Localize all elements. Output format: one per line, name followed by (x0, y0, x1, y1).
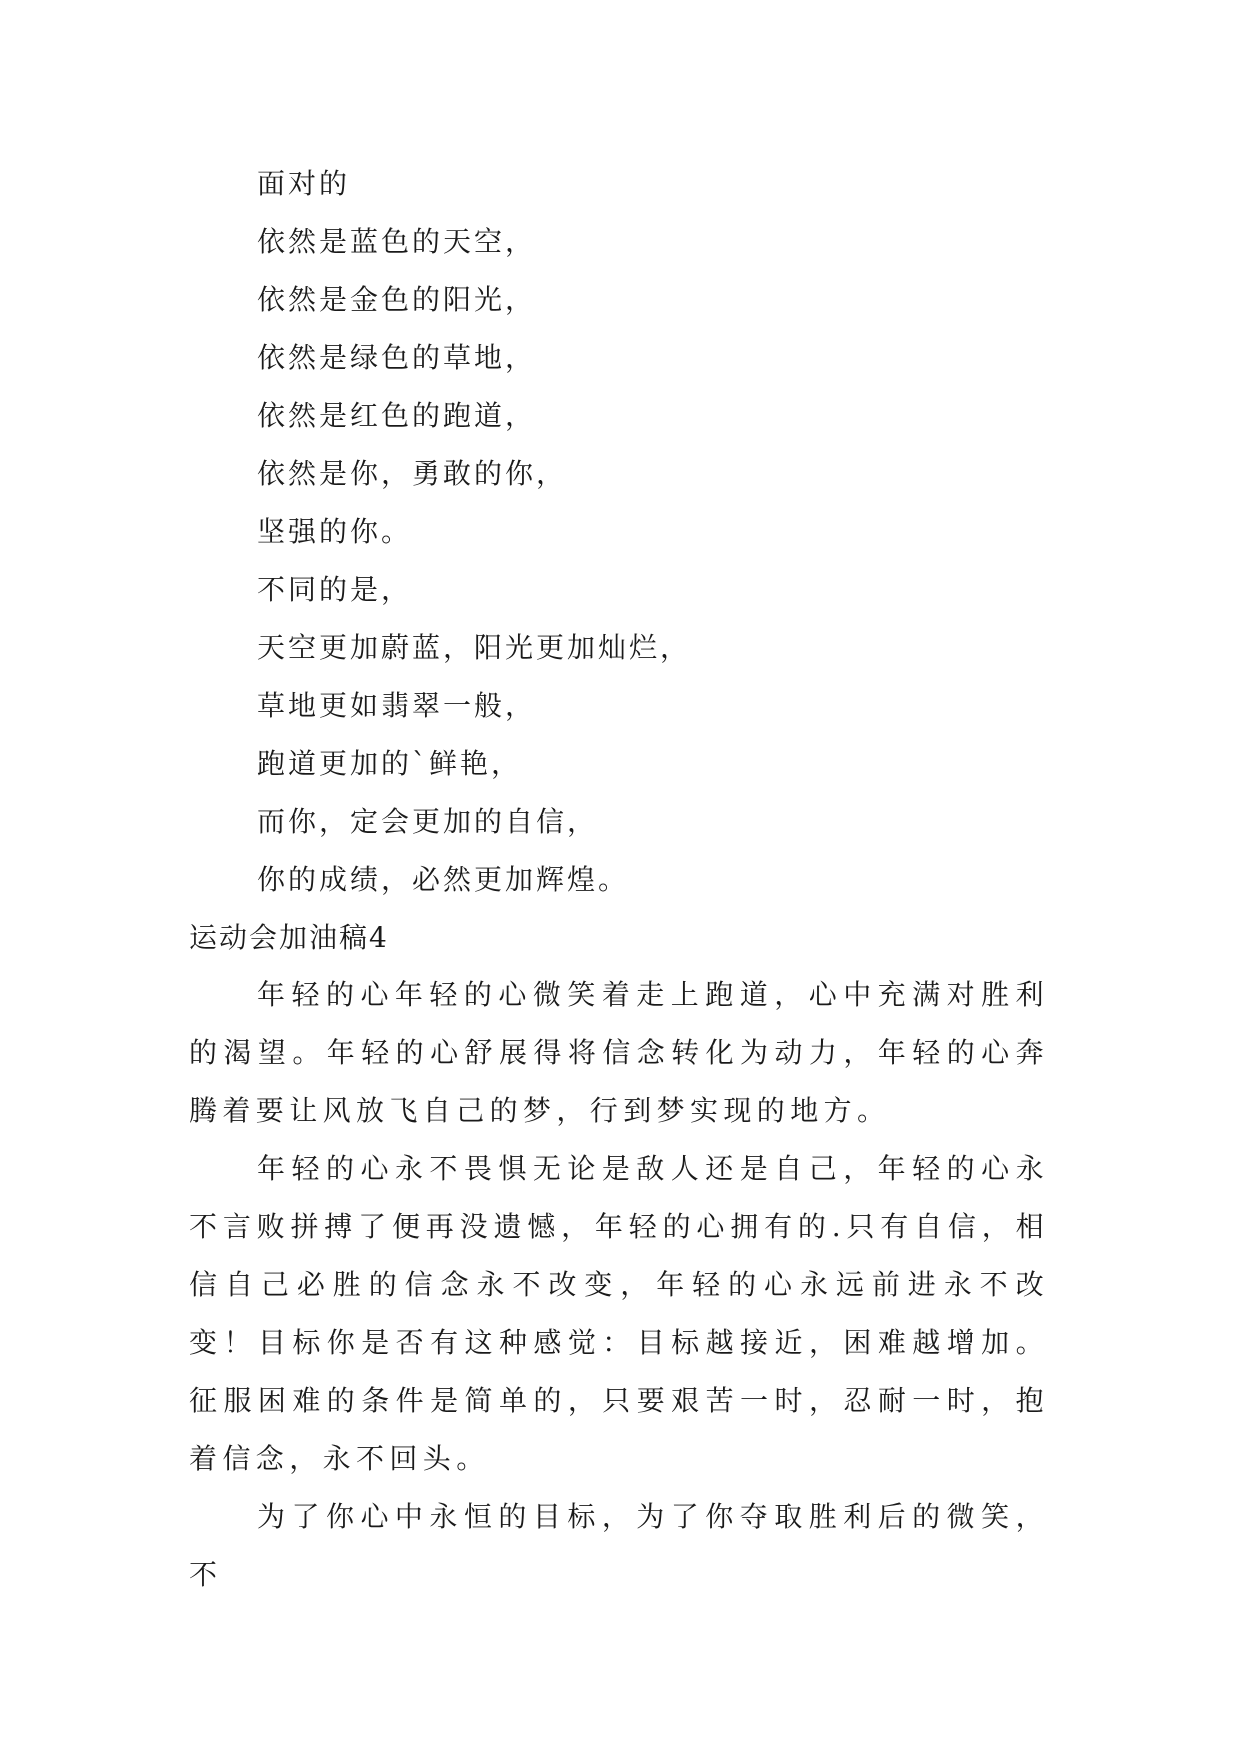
poem-line: 依然是蓝色的天空， (257, 225, 537, 258)
poem-line: 草地更如翡翠一般， (257, 689, 537, 722)
poem-line: 而你，定会更加的自信， (257, 805, 599, 838)
poem-line: 坚强的你。 (257, 515, 413, 548)
poem-line: 不同的是， (257, 573, 413, 606)
poem-line: 面对的 (257, 167, 351, 200)
paragraph: 为了你心中永恒的目标，为了你夺取胜利后的微笑，不 (189, 1500, 1049, 1591)
paragraph: 年轻的心永不畏惧无论是敌人还是自己，年轻的心永不言败拼搏了便再没遗憾，年轻的心拥有的.只有自信，相信自己必胜的信念永不改变，年轻的心永远前进永不改变！目标你是否有这种感觉：目标越接近，困难越增加。征服困难的条件是简单的，只要艰苦一时，忍耐一时，抱着信念，永不回头。 (189, 1152, 1049, 1475)
poem-line: 天空更加蔚蓝，阳光更加灿烂， (257, 631, 692, 664)
poem-line: 依然是金色的阳光， (257, 283, 537, 316)
poem-line: 依然是红色的跑道， (257, 399, 537, 432)
poem-line: 依然是你，勇敢的你， (257, 457, 568, 490)
poem-line: 跑道更加的`鲜艳， (257, 747, 523, 780)
section-title: 运动会加油稿4 (189, 921, 389, 954)
poem-line: 依然是绿色的草地， (257, 341, 537, 374)
poem-line: 你的成绩，必然更加辉煌。 (257, 863, 630, 896)
paragraph: 年轻的心年轻的心微笑着走上跑道，心中充满对胜利的渴望。年轻的心舒展得将信念转化为动力，年轻的心奔腾着要让风放飞自己的梦，行到梦实现的地方。 (189, 978, 1049, 1127)
